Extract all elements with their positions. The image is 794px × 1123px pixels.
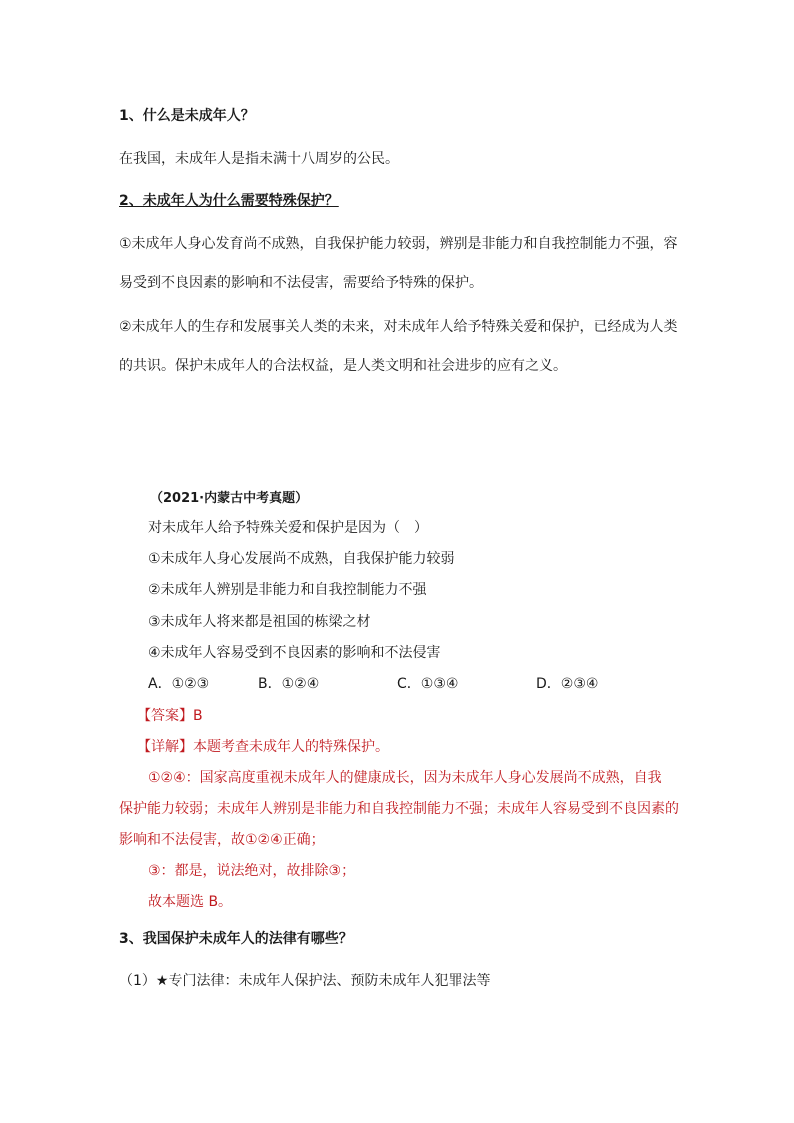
exam-item-2: ②未成年人辨别是非能力和自我控制能力不强 bbox=[148, 582, 427, 598]
detail-line-3: 影响和不法侵害，故①②④正确； bbox=[119, 832, 325, 848]
section2-p1-line1: ①未成年人身心发育尚不成熟，自我保护能力较弱，辨别是非能力和自我控制能力不强，容 bbox=[119, 236, 678, 252]
section1-body: 在我国，未成年人是指未满十八周岁的公民。 bbox=[119, 151, 399, 167]
section2-p2-line1: ②未成年人的生存和发展事关人类的未来，对未成年人给予特殊关爱和保护，已经成为人类 bbox=[119, 319, 678, 335]
detail-row bbox=[137, 737, 389, 757]
option-c: C．①③④ bbox=[397, 676, 459, 692]
option-b: B．①②④ bbox=[258, 676, 320, 692]
section2-p1-line2: 易受到不良因素的影响和不法侵害，需要给予特殊的保护。 bbox=[119, 275, 483, 291]
detail-conclusion: 故本题选 B。 bbox=[148, 894, 233, 910]
exam-source: （2021·内蒙古中考真题） bbox=[150, 491, 309, 506]
detail-line-4: ③：都是，说法绝对，故排除③； bbox=[148, 863, 356, 879]
detail-intro: 本题考查未成年人的特殊保护。 bbox=[193, 739, 389, 755]
section3-heading: 3、我国保护未成年人的法律有哪些？ bbox=[119, 931, 353, 947]
option-a: A．①②③ bbox=[148, 676, 210, 692]
section3-item-1: （1）★专门法律：未成年人保护法、预防未成年人犯罪法等 bbox=[119, 973, 491, 989]
detail-tag: 【详解】 bbox=[137, 739, 193, 755]
option-d: D．②③④ bbox=[536, 676, 599, 692]
exam-item-4: ④未成年人容易受到不良因素的影响和不法侵害 bbox=[148, 645, 441, 661]
answer-tag: 【答案】 bbox=[137, 708, 193, 724]
exam-item-3: ③未成年人将来都是祖国的栋梁之材 bbox=[148, 614, 371, 630]
section2-p2-line2: 的共识。保护未成年人的合法权益，是人类文明和社会进步的应有之义。 bbox=[119, 358, 567, 374]
exam-question: 对未成年人给予特殊关爱和保护是因为（ ） bbox=[148, 520, 428, 536]
answer-row bbox=[137, 706, 203, 726]
answer-value: B bbox=[193, 708, 203, 724]
section1-heading: 1、什么是未成年人？ bbox=[119, 108, 255, 124]
detail-line-2: 保护能力较弱；未成年人辨别是非能力和自我控制能力不强；未成年人容易受到不良因素的 bbox=[119, 801, 679, 817]
detail-line-1: ①②④：国家高度重视未成年人的健康成长，因为未成年人身心发展尚不成熟，自我 bbox=[148, 770, 662, 786]
section2-heading: 2、未成年人为什么需要特殊保护？ bbox=[119, 193, 339, 209]
exam-item-1: ①未成年人身心发展尚不成熟，自我保护能力较弱 bbox=[148, 551, 455, 567]
